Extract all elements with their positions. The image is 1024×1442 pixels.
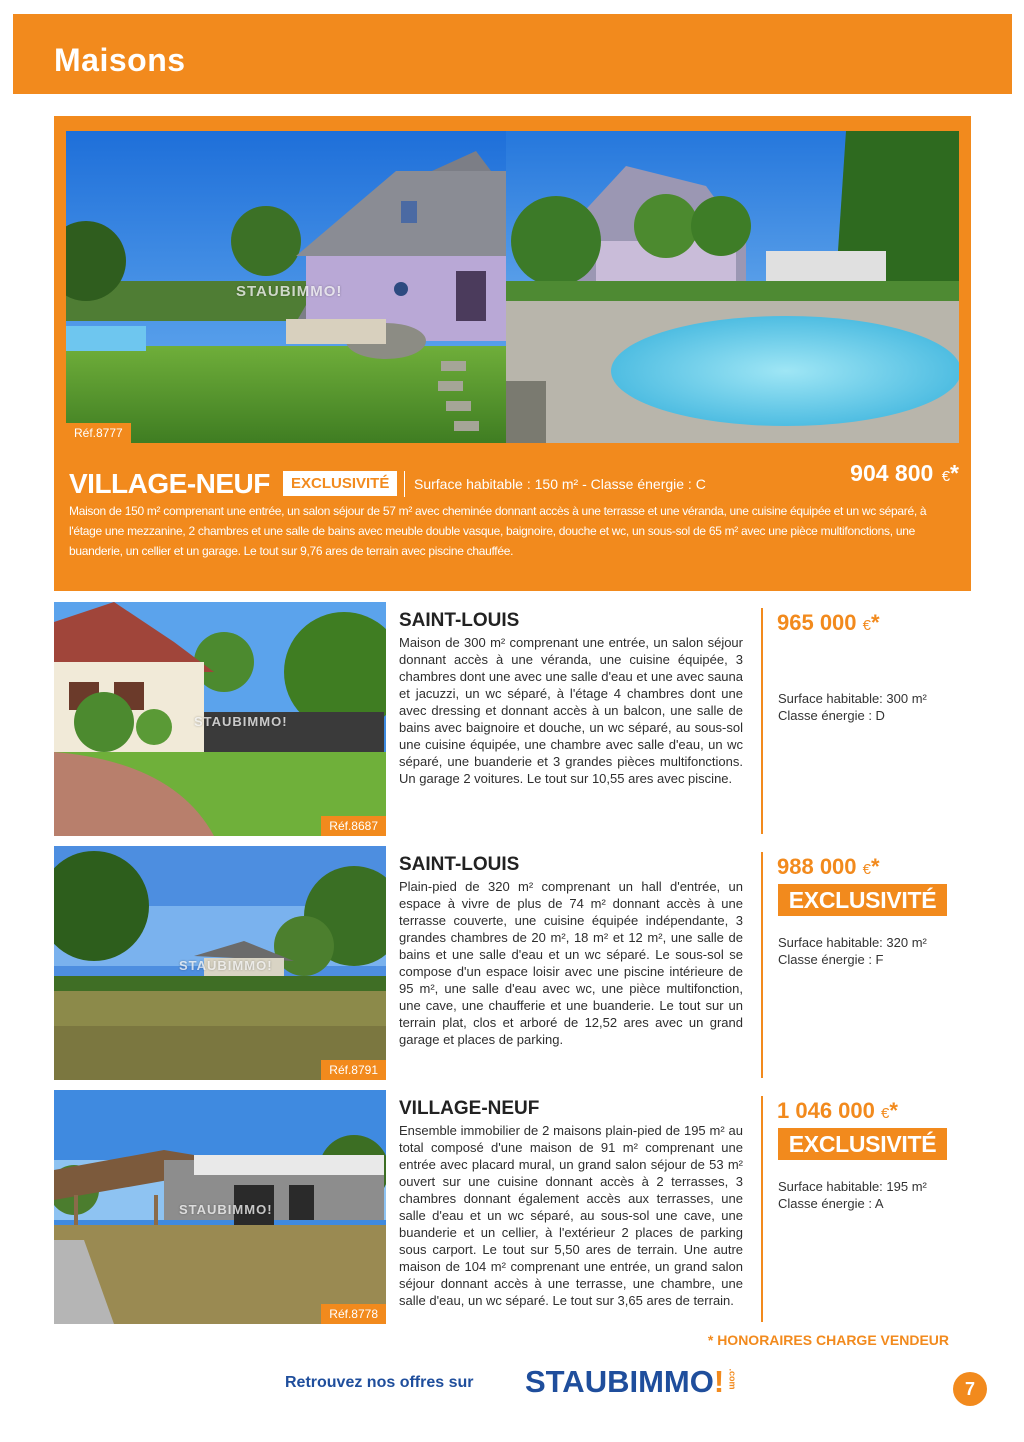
listing-separator [761, 852, 763, 1078]
listing-price-value: 988 000 [777, 854, 857, 879]
listing-surface: Surface habitable: 320 m² [778, 935, 927, 950]
logo-wordmark: STAUBIMMO [525, 1364, 714, 1399]
listing-energy-class: Classe énergie : D [778, 708, 885, 723]
featured-photo[interactable] [66, 131, 959, 443]
page-number: 7 [953, 1372, 987, 1406]
featured-currency: € [941, 468, 951, 485]
listing-city: VILLAGE-NEUF [399, 1098, 540, 1119]
listing-surface: Surface habitable: 195 m² [778, 1179, 927, 1194]
featured-price [850, 460, 959, 487]
listing-asterisk: * [889, 1098, 898, 1123]
listing-watermark: STAUBIMMO! [194, 714, 288, 729]
listing-exclusive-badge: EXCLUSIVITÉ [778, 1128, 947, 1160]
listing-card[interactable] [54, 602, 971, 836]
section-title: Maisons [54, 42, 186, 78]
listing-card[interactable] [54, 846, 971, 1080]
listing-description: Maison de 300 m² comprenant une entrée, un salon séjour donnant accès à une véranda, une cuisine équipée, 3 chambres dont une avec une salle d'eau et une avec sauna et jacuzzi, un wc séparé, à l'étage 4 chambres dont une avec dressing et donnant accès à un balcon, une salle de bains avec baignoire et douche, un wc séparé, au sous-sol une cuisine équipée, une chambre avec salle d'eau, un wc séparé, une buanderie et 3 grandes pièces multifonctions. Un garage 2 voitures. Le tout sur 10,55 ares avec piscine. [399, 635, 743, 786]
listing-price [777, 1098, 898, 1124]
listing-currency: € [862, 617, 871, 634]
listing-card[interactable] [54, 1090, 971, 1324]
featured-watermark: STAUBIMMO! [236, 283, 343, 300]
listing-price-value: 1 046 000 [777, 1098, 875, 1123]
featured-listing[interactable] [54, 116, 971, 591]
listing-price [777, 610, 880, 636]
featured-meta: Surface habitable : 150 m² - Classe énergie : C [414, 476, 706, 492]
listing-watermark: STAUBIMMO! [179, 1202, 273, 1217]
listing-separator [761, 1096, 763, 1322]
listing-asterisk: * [871, 610, 880, 635]
footer-tagline: Retrouvez nos offres sur [285, 1374, 474, 1391]
listing-photo[interactable] [54, 602, 386, 836]
logo-exclamation: ! [713, 1364, 725, 1399]
listing-city: SAINT-LOUIS [399, 610, 520, 631]
listing-ref: Réf.8791 [321, 1060, 386, 1080]
listing-separator [761, 608, 763, 834]
featured-divider [404, 471, 405, 497]
featured-asterisk: * [950, 460, 959, 486]
listing-ref: Réf.8778 [321, 1304, 386, 1324]
featured-city: VILLAGE-NEUF [69, 468, 270, 499]
listing-energy-class: Classe énergie : F [778, 952, 884, 967]
fees-note: * HONORAIRES CHARGE VENDEUR [707, 1332, 949, 1348]
featured-photo-pool [506, 131, 959, 443]
staubimmo-logo[interactable] [525, 1364, 745, 1400]
listing-surface: Surface habitable: 300 m² [778, 691, 927, 706]
listing-asterisk: * [871, 854, 880, 879]
logo-dotcom: .com [727, 1368, 738, 1390]
listing-ref: Réf.8687 [321, 816, 386, 836]
listing-photo[interactable] [54, 1090, 386, 1324]
listing-photo[interactable] [54, 846, 386, 1080]
featured-exclusive-badge: EXCLUSIVITÉ [283, 471, 397, 496]
featured-ref: Réf.8777 [66, 423, 131, 443]
listing-currency: € [862, 861, 871, 878]
listing-price-value: 965 000 [777, 610, 857, 635]
listing-description: Plain-pied de 320 m² comprenant un hall d'entrée, un espace à vivre de plus de 74 m² donnant accès à une terrasse couverte, une cuisine équipée indépendante, 3 grandes chambres de 20 m², 18 m² et 12 m², une salle de bains et une salle d'eau et un wc séparé. Le sous-sol se compose d'un espace loisir avec une piscine intérieure de 95 m², une salle d'eau avec wc, une pièce multifonction, une cave, une chaufferie et une buanderie. Le tout sur un terrain plat, clos et arboré de 12,52 ares avec un grand garage et places de parking. [399, 879, 743, 1047]
listing-city: SAINT-LOUIS [399, 854, 520, 875]
listing-currency: € [881, 1105, 890, 1122]
listing-energy-class: Classe énergie : A [778, 1196, 884, 1211]
featured-photo-house [66, 131, 506, 443]
featured-price-value: 904 800 [850, 460, 934, 486]
listing-description: Ensemble immobilier de 2 maisons plain-pied de 195 m² au total composé d'une maison de 91 m² comprenant une entrée avec placard mural, un grand salon séjour de 53 m² ouvert sur une cuisine donnant accès à 2 terrasses, 3 chambres donnant également accès aux terrasses, une salle d'eau et un wc séparé, au sous-sol une cave, une buanderie et un cellier, à l'extérieur 2 places de parking sous carport. Le tout sur 5,50 ares de terrain. Une autre maison de 104 m² comprenant une entrée, un grand salon séjour donnant accès à une terrasse, une chambre, une salle d'eau, un wc séparé. Le tout sur 3,65 ares de terrain. [399, 1123, 743, 1308]
section-header [13, 14, 1012, 94]
listing-exclusive-badge: EXCLUSIVITÉ [778, 884, 947, 916]
listing-watermark: STAUBIMMO! [179, 958, 273, 973]
listing-price [777, 854, 880, 880]
featured-description: Maison de 150 m² comprenant une entrée, un salon séjour de 57 m² avec cheminée donnant accès à une terrasse et une véranda, une cuisine équipée et un wc séparé, à l'étage une mezzanine, 2 chambres et une salle de bains avec meuble double vasque, baignoire, douche et wc, un sous-sol de 65 m² avec une pièce multifonctions, une buanderie, un cellier et un garage. Le tout sur 9,76 ares de terrain avec piscine chauffée. [69, 504, 927, 558]
